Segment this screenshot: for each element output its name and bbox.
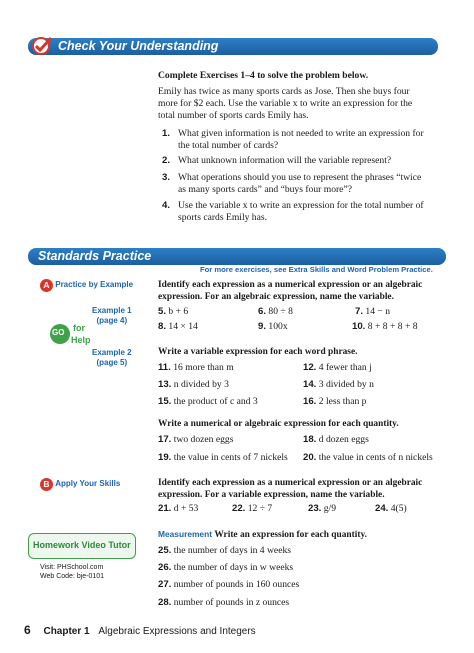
apply-skills-label: B Apply Your Skills [40,478,120,491]
badge-a: A [40,279,53,292]
check-question: 2. What unknown information will the variable represent? [162,155,392,166]
exercise: 18. d dozen eggs [303,434,369,445]
exercise: 19. the value in cents of 7 nickels [158,452,288,463]
exercise: 27. number of pounds in 160 ounces [158,579,300,590]
exercise: 9. 100x [258,321,288,332]
check-title: Check Your Understanding [58,39,219,53]
exercise: 22. 12 ÷ 7 [232,503,273,514]
exercise: 12. 4 fewer than j [303,362,372,373]
check-question: 3. What operations should you use to represent the phrases “twice as many sports cards” and “buys four more”? [162,172,422,195]
page-number: 6 [24,623,31,637]
exercise: 13. n divided by 3 [158,379,229,390]
go-for-help-icon[interactable]: GO for Help [49,323,71,350]
exercise: 14. 3 divided by n [303,379,374,390]
exercise: 11. 16 more than m [158,362,234,373]
practice-by-example-label: A Practice by Example [40,279,133,292]
homework-video-tutor-button[interactable] [28,533,136,559]
directions-4: Identify each expression as a numerical expression or an algebraic expression. For a variable expression, name the variable. [158,478,423,500]
example2-ref[interactable]: Example 2 (page 5) [92,348,132,367]
check-problem: Emily has twice as many sports cards as Jose. Then she buys four more for $2 each. Use the variable x to write an expression for the total number of sports cards Emily has. [158,86,413,121]
exercise: 20. the value in cents of n nickels [303,452,433,463]
exercise: 28. number of pounds in z ounces [158,597,290,608]
exercise: 15. the product of c and 3 [158,396,258,407]
exercise: 5. b + 6 [158,306,189,317]
measurement-label: Measurement [158,529,212,539]
chapter-title: Algebraic Expressions and Integers [98,626,256,637]
exercise: 23. g/9 [308,503,337,514]
check-question: 4. Use the variable x to write an expression for the total number of sports cards Emily has. [162,200,424,223]
directions-5: Measurement Write an expression for each quantity. [158,529,367,540]
exercise: 26. the number of days in w weeks [158,562,294,573]
exercise: 7. 14 − n [355,306,391,317]
standards-title: Standards Practice [38,249,152,263]
directions-2: Write a variable expression for each word phrase. [158,347,358,357]
exercise: 10. 8 + 8 + 8 + 8 [352,321,418,332]
check-understanding-banner [28,38,438,55]
exercise: 24. 4(5) [375,503,407,514]
exercise: 25. the number of days in 4 weeks [158,545,291,556]
exercise: 8. 14 × 14 [158,321,198,332]
directions-3: Write a numerical or algebraic expression for each quantity. [158,419,399,429]
exercise: 21. d + 53 [158,503,199,514]
standards-practice-banner [28,248,446,265]
chapter-label: Chapter 1 [43,626,90,637]
more-exercises-note: For more exercises, see Extra Skills and Word Problem Practice. [200,265,433,274]
check-intro: Complete Exercises 1–4 to solve the problem below. [158,70,369,81]
exercise: 6. 80 ÷ 8 [258,306,293,317]
hw-web-info: Visit: PHSchool.com Web Code: bje-0101 [40,564,105,580]
badge-b: B [40,478,53,491]
page-footer [24,623,256,637]
hw-title: Homework Video Tutor [33,540,131,550]
example1-ref[interactable]: Example 1 (page 4) [92,306,132,325]
checkmark-icon [31,36,53,56]
directions-1: Identify each expression as a numerical expression or an algebraic expression. For an algebraic expression, name the variable. [158,280,423,302]
check-question: 1. What given information is not needed to write an expression for the total number of cards? [162,128,424,151]
exercise: 16. 2 less than p [303,396,367,407]
exercise: 17. two dozen eggs [158,434,234,445]
